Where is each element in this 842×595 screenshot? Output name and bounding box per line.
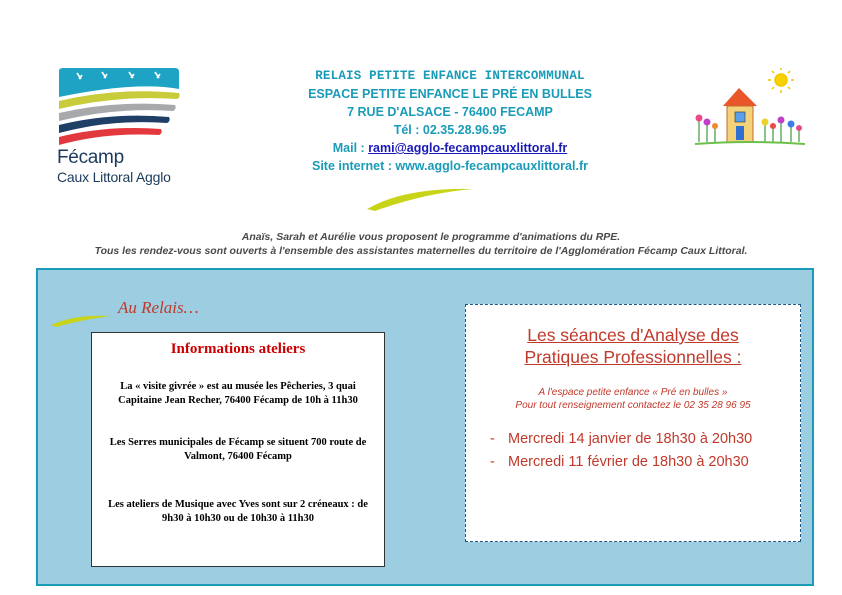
header-mail-line — [250, 139, 650, 157]
logo-text-fecamp: Fécamp — [57, 147, 124, 168]
header-address: 7 RUE D'ALSACE - 76400 FECAMP — [347, 105, 553, 119]
header-phone: Tél : 02.35.28.96.95 — [393, 123, 507, 137]
intro-line-1: Anaïs, Sarah et Aurélie vous proposent le programme d'animations du RPE. — [241, 231, 621, 243]
agglo-logo — [57, 67, 207, 187]
info-paragraph-musique: Les ateliers de Musique avec Yves sont sur 2 créneaux : de 9h30 à 10h30 ou de 10h30 à 11h30 — [108, 499, 368, 524]
intro-line-2: Tous les rendez-vous sont ouverts à l'ensemble des assistantes maternelles du territoire de l'Agglomération Fécamp Caux Littoral. — [94, 245, 748, 257]
analyse-pratiques-title — [466, 324, 800, 368]
decorative-swoosh — [365, 183, 475, 213]
relais-section-title: Au Relais… — [118, 298, 199, 317]
info-paragraph-serres: Les Serres municipales de Fécamp se situent 700 route de Valmont, 76400 Fécamp — [109, 437, 367, 462]
session-date: Mercredi 11 février de 18h30 à 20h30 — [508, 454, 749, 470]
intro-text — [0, 230, 842, 258]
list-dash: - — [490, 431, 495, 447]
analyse-pratiques-subtitle — [466, 386, 800, 412]
header-block — [250, 67, 650, 175]
list-item — [490, 428, 800, 451]
app-contact: Pour tout renseignement contactez le 02 35 28 96 95 — [515, 400, 751, 411]
logo-text-caux-littoral: Caux Littoral Agglo — [57, 169, 171, 185]
mail-label: Mail : — [332, 141, 365, 155]
header-title-rpe: RELAIS PETITE ENFANCE INTERCOMMUNAL — [315, 69, 585, 83]
list-dash: - — [490, 454, 495, 470]
info-ateliers-title: Informations ateliers — [170, 341, 306, 357]
app-title-line-2: Pratiques Professionnelles : — [524, 347, 742, 367]
header-website: Site internet : www.agglo-fecampcauxlittoral.fr — [312, 159, 588, 173]
session-dates-list — [490, 428, 800, 474]
app-title-line-1: Les séances d'Analyse des — [527, 325, 739, 345]
info-ateliers-box — [91, 332, 385, 567]
house-drawing-image — [695, 68, 805, 148]
logo-waves-graphic — [57, 67, 207, 147]
session-date: Mercredi 14 janvier de 18h30 à 20h30 — [508, 431, 753, 447]
analyse-pratiques-box — [465, 304, 801, 542]
mail-link[interactable]: rami@agglo-fecampcauxlittoral.fr — [368, 141, 568, 155]
list-item — [490, 451, 800, 474]
app-location: A l'espace petite enfance « Pré en bulles » — [538, 387, 728, 398]
decorative-swoosh-small — [50, 310, 112, 330]
header-title-espace: ESPACE PETITE ENFANCE LE PRÉ EN BULLES — [308, 87, 592, 101]
info-paragraph-visite: La « visite givrée » est au musée les Pêcheries, 3 quai Capitaine Jean Recher, 76400 Fécamp de 10h à 11h30 — [118, 381, 358, 406]
